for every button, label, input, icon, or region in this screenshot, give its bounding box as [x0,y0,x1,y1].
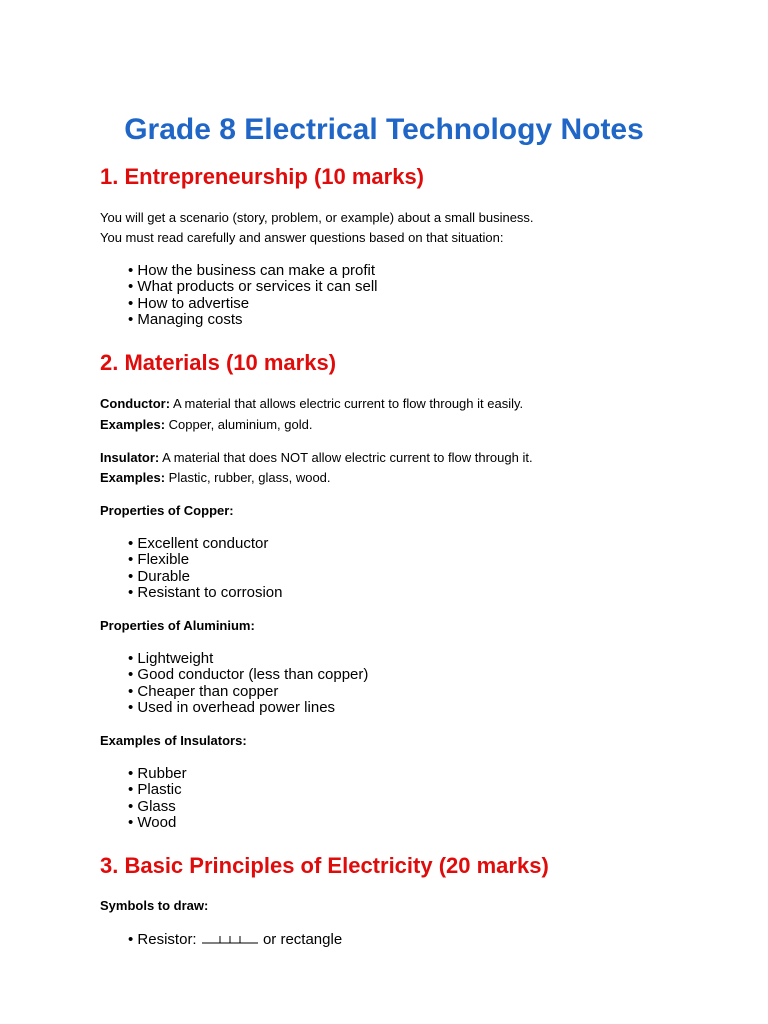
aluminium-properties-list [128,651,368,717]
copper-properties-heading: Properties of Copper: [100,503,234,518]
insulator-examples-list [128,766,187,832]
insulator-label: Insulator: [100,450,160,465]
conductor-examples [100,415,312,435]
section-heading-electricity: 3. Basic Principles of Electricity (20 marks) [100,853,549,878]
list-item: • Glass [128,799,187,815]
conductor-examples-text: Copper, aluminium, gold. [165,417,313,432]
conductor-examples-label: Examples: [100,417,166,432]
list-item: • Good conductor (less than copper) [128,667,368,683]
aluminium-properties-heading: Properties of Aluminium: [100,618,255,633]
symbols-heading: Symbols to draw: [100,898,209,913]
scenario-intro-line: You will get a scenario (story, problem, or example) about a small business. [100,210,534,225]
list-item: • Managing costs [128,312,378,328]
list-item: • Used in overhead power lines [128,700,368,716]
insulator-examples [100,468,331,488]
insulator-definition [100,448,533,468]
resistor-label: Resistor: [137,931,197,948]
insulator-examples-text: Plastic, rubber, glass, wood. [165,470,331,485]
scenario-instruction-line: You must read carefully and answer questions based on that situation: [100,230,504,245]
resistor-symbol-item: • Resistor: or rectangle [128,931,343,948]
conductor-definition [100,394,523,414]
list-item: • Wood [128,815,187,831]
list-item: • Plastic [128,782,187,798]
page-title: Grade 8 Electrical Technology Notes [124,113,644,146]
copper-properties-list [128,536,283,602]
section-heading-entrepreneurship: 1. Entrepreneurship (10 marks) [100,164,425,189]
list-item: • Durable [128,569,283,585]
conductor-label: Conductor: [100,396,171,411]
list-item: • Lightweight [128,651,368,667]
list-item: • How the business can make a profit [128,263,378,279]
conductor-text: A material that allows electric current to flow through it easily. [170,396,524,411]
resistor-symbol-icon [201,933,259,947]
section-heading-materials: 2. Materials (10 marks) [100,350,337,375]
insulator-examples-label: Examples: [100,470,166,485]
resistor-suffix: or rectangle [258,931,343,948]
entrepreneurship-list [128,263,378,329]
list-item: • Cheaper than copper [128,684,368,700]
list-item: • Resistant to corrosion [128,585,283,601]
list-item: • What products or services it can sell [128,279,378,295]
list-item: • Excellent conductor [128,536,283,552]
list-item: • Flexible [128,552,283,568]
insulator-examples-heading: Examples of Insulators: [100,733,247,748]
list-item: • How to advertise [128,296,378,312]
list-item: • Rubber [128,766,187,782]
insulator-text: A material that does NOT allow electric current to flow through it. [159,450,533,465]
